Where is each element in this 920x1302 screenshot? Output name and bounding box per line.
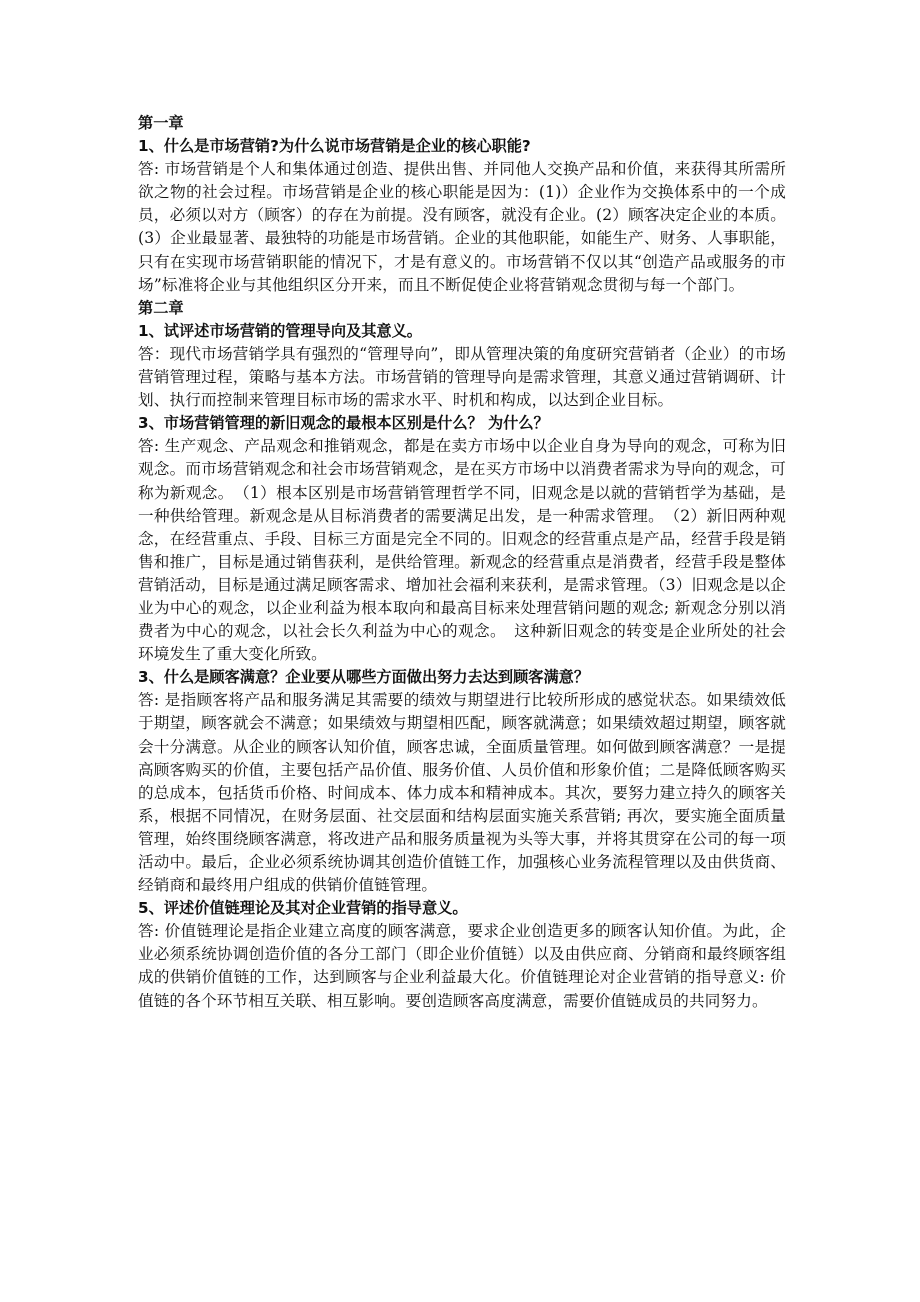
- question-heading: 3、什么是顾客满意？企业要从哪些方面做出努力去达到顾客满意？: [138, 668, 590, 687]
- document-page: [138, 112, 786, 1013]
- answer-paragraph: 答: 市场营销是个人和集体通过创造、提供出售、并同他人交换产品和价值，来获得其所需所欲之物的社会过程。市场营销是企业的核心职能是因为：(1)）企业作为交换体系中的一个成员，必须以对方（顾客）的存在为前提。没有顾客，就没有企业。(2）顾客决定企业的本质。(3）企业最显著、最独特的功能是市场营销。企业的其他职能，如能生产、财务、人事职能，只有在实现市场营销职能的情况下，才是有意义的。市场营销不仅以其“创造产品或服务的市场”标准将企业与其他组织区分开来，而且不断促使企业将营销观念贯彻与每一个部门。: [138, 160, 786, 294]
- chapter-title: 第二章: [138, 298, 184, 317]
- question-heading: 3、市场营销管理的新旧观念的最根本区别是什么？ 为什么？: [138, 414, 549, 433]
- answer-paragraph: 答: 是指顾客将产品和服务满足其需要的绩效与期望进行比较所形成的感觉状态。如果绩效低于期望，顾客就会不满意；如果绩效与期望相匹配，顾客就满意；如果绩效超过期望，顾客就会十分满意。从企业的顾客认知价值，顾客忠诚，全面质量管理。如何做到顾客满意？一是提高顾客购买的价值，主要包括产品价值、服务价值、人员价值和形象价值；二是降低顾客购买的总成本，包括货币价格、时间成本、体力成本和精神成本。其次，要努力建立持久的顾客关系，根据不同情况，在财务层面、社交层面和结构层面实施关系营销; 再次，要实施全面质量管理，始终围绕顾客满意，将改进产品和服务质量视为头等大事，并将其贯穿在公司的每一项活动中。最后，企业必须系统协调其创造价值链工作，加强核心业务流程管理以及由供货商、经销商和最终用户组成的供销价值链管理。: [138, 691, 786, 895]
- answer-paragraph: 答: 生产观念、产品观念和推销观念，都是在卖方市场中以企业自身为导向的观念，可称为旧观念。而市场营销观念和社会市场营销观念，是在买方市场中以消费者需求为导向的观念，可称为新观念。 （1）根本区别是市场营销管理哲学不同，旧观念是以就的营销哲学为基础，是一种供给管理。新观念是从目标消费者的需要满足出发，是一种需求管理。 （2）新旧两种观念，在经营重点、手段、目标三方面是完全不同的。旧观念的经营重点是产品，经营手段是销售和推广，目标是通过销售获利，是供给管理。新观念的经营重点是消费者，经营手段是整体营销活动，目标是通过满足顾客需求、增加社会福利来获利，是需求管理。（3）旧观念是以企业为中心的观念，以企业利益为根本取向和最高目标来处理营销问题的观念; 新观念分别以消费者为中心的观念，以社会长久利益为中心的观念。 这种新旧观念的转变是企业所处的社会环境发生了重大变化所致。: [138, 437, 786, 664]
- question-heading: 1、试评述市场营销的管理导向及其意义。: [138, 321, 422, 340]
- question-heading: 1、什么是市场营销?为什么说市场营销是企业的核心职能?: [138, 137, 531, 156]
- chapter-title: 第一章: [138, 114, 184, 132]
- answer-paragraph: 答：现代市场营销学具有强烈的“管理导向”，即从管理决策的角度研究营销者（企业）的市场营销管理过程，策略与基本方法。市场营销的管理导向是需求管理，其意义通过营销调研、计划、执行而控制来管理目标市场的需求水平、时机和构成，以达到企业目标。: [138, 344, 786, 410]
- question-heading: 5、评述价值链理论及其对企业营销的指导意义。: [138, 899, 468, 918]
- answer-paragraph: 答: 价值链理论是指企业建立高度的顾客满意，要求企业创造更多的顾客认知价值。为此，企业必须系统协调创造价值的各分工部门（即企业价值链）以及由供应商、分销商和最终顾客组成的供销价值链的工作，达到顾客与企业利益最大化。价值链理论对企业营销的指导意义: 价值链的各个环节相互关联、相互影响。要创造顾客高度满意，需要价值链成员的共同努力。: [138, 922, 786, 1010]
